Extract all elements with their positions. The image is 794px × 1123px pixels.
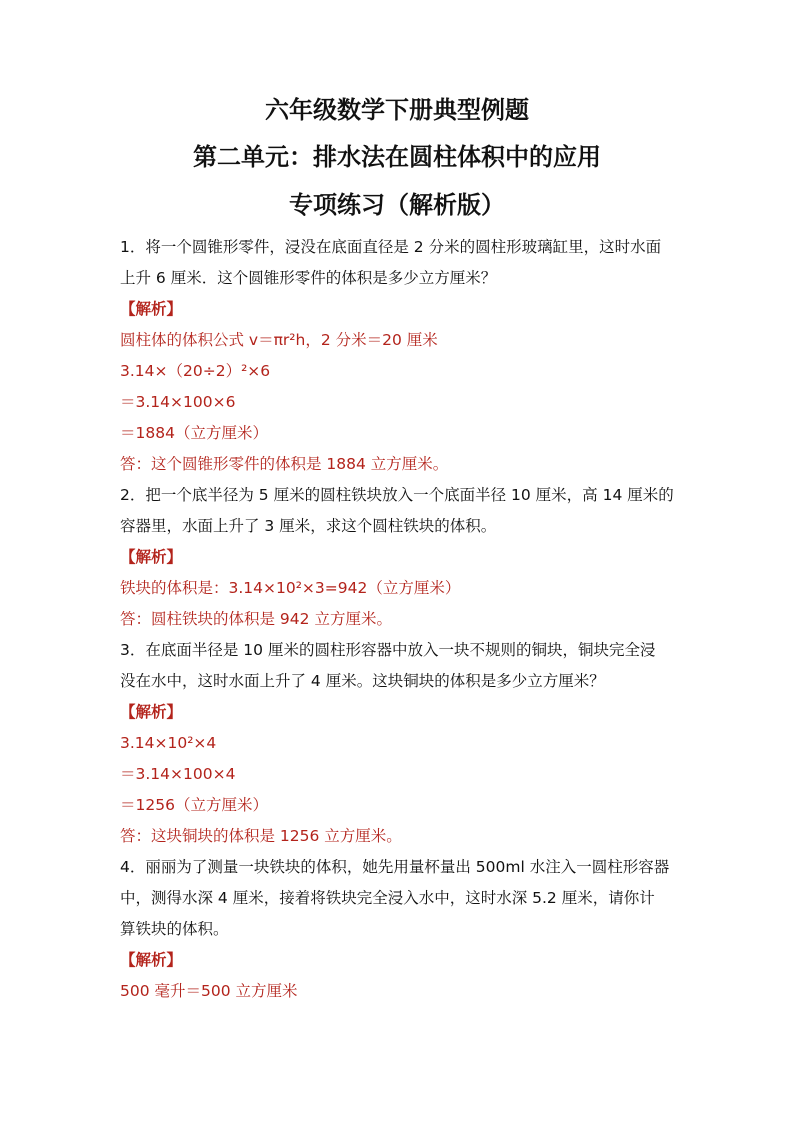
problem-4-solution-line-1: 500 毫升＝500 立方厘米 <box>120 982 298 1000</box>
document-title: 六年级数学下册典型例题 <box>265 96 529 124</box>
problem-3-solution-line-3: ＝1256（立方厘米） <box>120 796 268 814</box>
problem-1-question-line-2: 上升 6 厘米．这个圆锥形零件的体积是多少立方厘米？ <box>120 269 497 287</box>
problem-1-solution-line-4: ＝1884（立方厘米） <box>120 424 268 442</box>
problem-2-answer: 答：圆柱铁块的体积是 942 立方厘米。 <box>120 610 392 628</box>
problem-3-question-line-2: 没在水中，这时水面上升了 4 厘米。这块铜块的体积是多少立方厘米？ <box>120 672 605 690</box>
problem-3-answer: 答：这块铜块的体积是 1256 立方厘米。 <box>120 827 402 845</box>
problem-2-analysis-label: 【解析】 <box>120 548 183 566</box>
problem-1-question-line-1: 1．将一个圆锥形零件，浸没在底面直径是 2 分米的圆柱形玻璃缸里，这时水面 <box>120 238 662 256</box>
problem-2-solution-line-1: 铁块的体积是：3.14×10²×3=942（立方厘米） <box>120 579 461 597</box>
problem-2-question-line-1: 2．把一个底半径为 5 厘米的圆柱铁块放入一个底面半径 10 厘米，高 14 厘米的 <box>120 486 674 504</box>
exercise-subtitle: 专项练习（解析版） <box>289 191 505 219</box>
problem-1-solution-line-1: 圆柱体的体积公式 v＝πr²h，2 分米＝20 厘米 <box>120 331 438 349</box>
problem-1-solution-line-3: ＝3.14×100×6 <box>120 393 236 411</box>
problem-4-question-line-1: 4．丽丽为了测量一块铁块的体积，她先用量杯量出 500ml 水注入一圆柱形容器 <box>120 858 670 876</box>
problem-1-analysis-label: 【解析】 <box>120 300 183 318</box>
problem-1-answer: 答：这个圆锥形零件的体积是 1884 立方厘米。 <box>120 455 449 473</box>
problem-3-analysis-label: 【解析】 <box>120 703 183 721</box>
problem-list <box>120 232 680 1007</box>
problem-3-solution-line-1: 3.14×10²×4 <box>120 734 217 752</box>
problem-2-question-line-2: 容器里，水面上升了 3 厘米，求这个圆柱铁块的体积。 <box>120 517 497 535</box>
problem-4-question-line-3: 算铁块的体积。 <box>120 920 229 938</box>
problem-3-solution-line-2: ＝3.14×100×4 <box>120 765 236 783</box>
problem-4-question-line-2: 中，测得水深 4 厘米，接着将铁块完全浸入水中，这时水深 5.2 厘米，请你计 <box>120 889 655 907</box>
problem-3-question-line-1: 3．在底面半径是 10 厘米的圆柱形容器中放入一块不规则的铜块，铜块完全浸 <box>120 641 656 659</box>
unit-title: 第二单元：排水法在圆柱体积中的应用 <box>193 143 601 171</box>
problem-1-solution-line-2: 3.14×（20÷2）²×6 <box>120 362 271 380</box>
problem-4-analysis-label: 【解析】 <box>120 951 183 969</box>
